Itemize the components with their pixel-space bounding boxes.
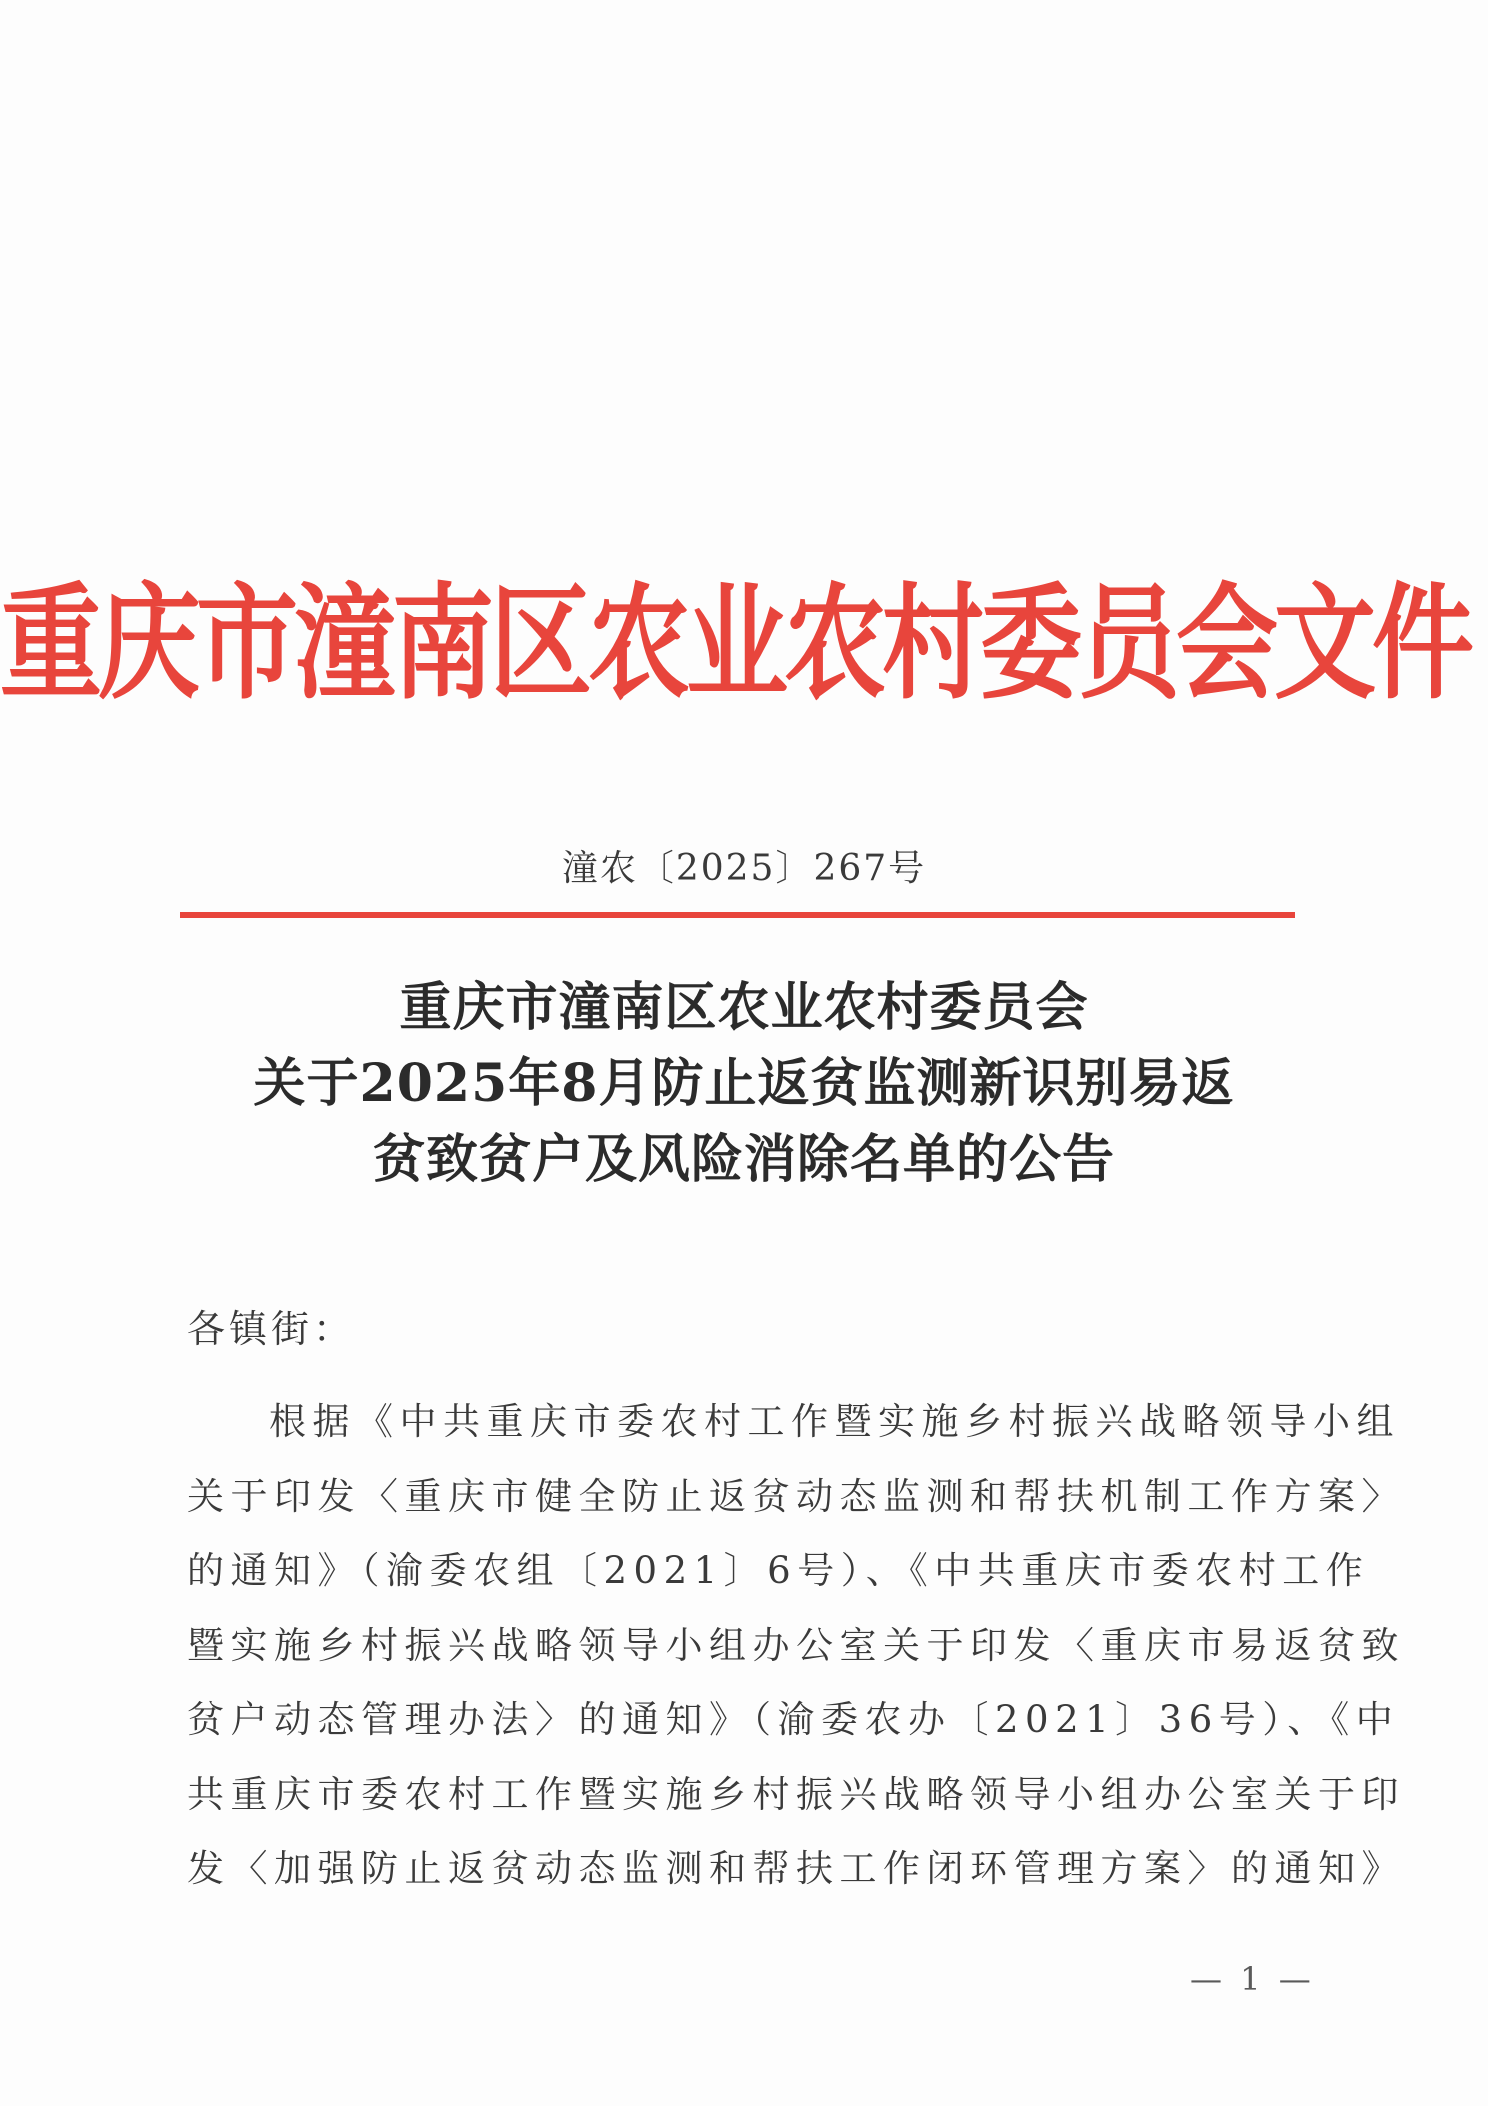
announcement-title bbox=[0, 970, 1488, 1198]
body-line: 根据《中共重庆市委农村工作暨实施乡村振兴战略领导小组 bbox=[269, 1400, 1400, 1443]
body-line: 暨实施乡村振兴战略领导小组办公室关于印发〈重庆市易返贫致 bbox=[187, 1623, 1405, 1667]
body-line: 共重庆市委农村工作暨实施乡村振兴战略领导小组办公室关于印 bbox=[187, 1772, 1405, 1816]
masthead-title: 重庆市潼南区农业农村委员会文件 bbox=[0, 571, 1470, 717]
body-line: 发〈加强防止返贫动态监测和帮扶工作闭环管理方案〉的通知》 bbox=[187, 1847, 1405, 1890]
page-number: — 1 — bbox=[1190, 1960, 1315, 1998]
title-line: 重庆市潼南区农业农村委员会 bbox=[399, 977, 1089, 1038]
red-divider bbox=[180, 912, 1295, 918]
body-line: 贫户动态管理办法〉的通知》（渝委农办〔2021〕36号）、《中 bbox=[187, 1698, 1400, 1741]
body-paragraph bbox=[187, 1385, 1405, 1907]
salutation: 各镇街： bbox=[187, 1307, 356, 1351]
body-line: 的通知》（渝委农组〔2021〕6号）、《中共重庆市委农村工作 bbox=[187, 1549, 1370, 1592]
body-line: 关于印发〈重庆市健全防止返贫动态监测和帮扶机制工作方案〉 bbox=[187, 1474, 1405, 1518]
document-number: 潼农〔2025〕267号 bbox=[561, 848, 927, 889]
title-line: 贫致贫户及风险消除名单的公告 bbox=[372, 1129, 1115, 1190]
title-line: 关于2025年8月防止返贫监测新识别易返 bbox=[253, 1053, 1235, 1114]
